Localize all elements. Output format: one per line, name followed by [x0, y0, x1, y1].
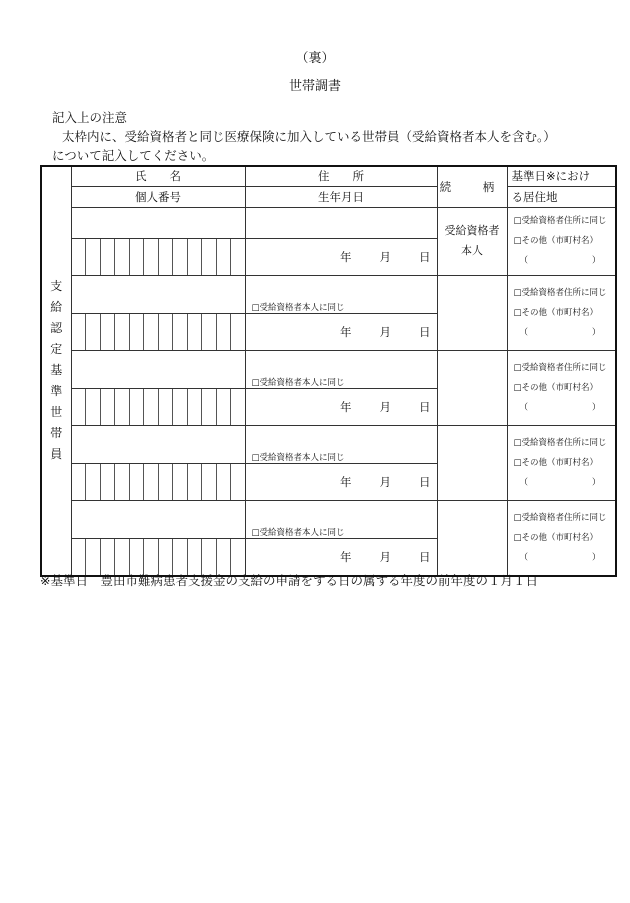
- residence-cell[interactable]: □受給資格者住所に同じ □その他（市町村名） （ ）: [507, 275, 616, 350]
- residence-same-checkbox[interactable]: □受給資格者住所に同じ: [513, 512, 607, 523]
- relation-field[interactable]: [437, 350, 507, 425]
- header-base-2: る居住地: [507, 186, 616, 207]
- header-address: 住 所: [245, 166, 437, 186]
- birth-date-field[interactable]: 年 月 日: [245, 463, 437, 500]
- residence-same-checkbox[interactable]: □受給資格者住所に同じ: [513, 362, 607, 373]
- residence-cell[interactable]: □受給資格者住所に同じ □その他（市町村名） （ ）: [507, 425, 616, 500]
- same-as-self-checkbox[interactable]: □受給資格者本人に同じ: [251, 377, 345, 388]
- name-field[interactable]: [71, 275, 245, 313]
- page-side-label: （裏）: [295, 51, 335, 66]
- same-as-self-checkbox[interactable]: □受給資格者本人に同じ: [251, 527, 345, 538]
- residence-other-checkbox[interactable]: □その他（市町村名）: [513, 457, 599, 468]
- residence-same-checkbox[interactable]: □受給資格者住所に同じ: [513, 216, 607, 226]
- residence-other-checkbox[interactable]: □その他（市町村名）: [513, 236, 599, 246]
- individual-number-grid[interactable]: [71, 238, 245, 275]
- relation-field[interactable]: [437, 425, 507, 500]
- address-field[interactable]: [245, 350, 437, 388]
- address-field[interactable]: [245, 425, 437, 463]
- notes-line-1: 太枠内に、受給資格者と同じ医療保険に加入している世帯員（受給資格者本人を含む。）: [62, 129, 556, 144]
- header-base-1: 基準日※におけ: [507, 166, 616, 186]
- address-field[interactable]: [245, 500, 437, 538]
- header-number: 個人番号: [71, 186, 245, 207]
- relation-field[interactable]: [437, 500, 507, 576]
- residence-same-checkbox[interactable]: □受給資格者住所に同じ: [513, 437, 607, 448]
- same-as-self-checkbox[interactable]: □受給資格者本人に同じ: [251, 302, 345, 313]
- address-field[interactable]: [245, 207, 437, 238]
- individual-number-grid[interactable]: [71, 538, 245, 576]
- name-field[interactable]: [71, 350, 245, 388]
- birth-date-field[interactable]: 年 月 日: [245, 538, 437, 576]
- residence-same-checkbox[interactable]: □受給資格者住所に同じ: [513, 287, 607, 298]
- notes-line-2: について記入してください。: [52, 148, 215, 163]
- individual-number-grid[interactable]: [71, 388, 245, 425]
- name-field[interactable]: [71, 425, 245, 463]
- residence-other-checkbox[interactable]: □その他（市町村名）: [513, 307, 599, 318]
- birth-date-field[interactable]: 年 月 日: [245, 313, 437, 350]
- residence-cell[interactable]: □受給資格者住所に同じ □その他（市町村名） （ ）: [507, 500, 616, 576]
- page-title: 世帯調書: [288, 79, 341, 94]
- residence-cell[interactable]: □受給資格者住所に同じ □その他（市町村名） （ ）: [507, 207, 616, 275]
- header-birth: 生年月日: [245, 186, 437, 207]
- residence-cell[interactable]: □受給資格者住所に同じ □その他（市町村名） （ ）: [507, 350, 616, 425]
- name-field[interactable]: [71, 500, 245, 538]
- notes-heading: 記入上の注意: [52, 110, 128, 125]
- birth-date-field[interactable]: 年 月 日: [245, 238, 437, 275]
- residence-other-checkbox[interactable]: □その他（市町村名）: [513, 382, 599, 393]
- residence-other-checkbox[interactable]: □その他（市町村名）: [513, 532, 599, 543]
- address-field[interactable]: [245, 275, 437, 313]
- birth-date-field[interactable]: 年 月 日: [245, 388, 437, 425]
- household-table: [40, 165, 617, 577]
- relation-self: 受給資格者 本人: [437, 207, 507, 275]
- footnote: ※基準日 豊田市難病患者支援金の支給の申請をする日の属する年度の前年度の１月１日: [40, 573, 538, 588]
- individual-number-grid[interactable]: [71, 313, 245, 350]
- side-label: 支 給 認 定 基 準 世 帯 員: [41, 166, 71, 576]
- header-name: 氏 名: [71, 166, 245, 186]
- header-relation: 続 柄: [437, 166, 507, 207]
- relation-field[interactable]: [437, 275, 507, 350]
- individual-number-grid[interactable]: [71, 463, 245, 500]
- name-field[interactable]: [71, 207, 245, 238]
- same-as-self-checkbox[interactable]: □受給資格者本人に同じ: [251, 452, 345, 463]
